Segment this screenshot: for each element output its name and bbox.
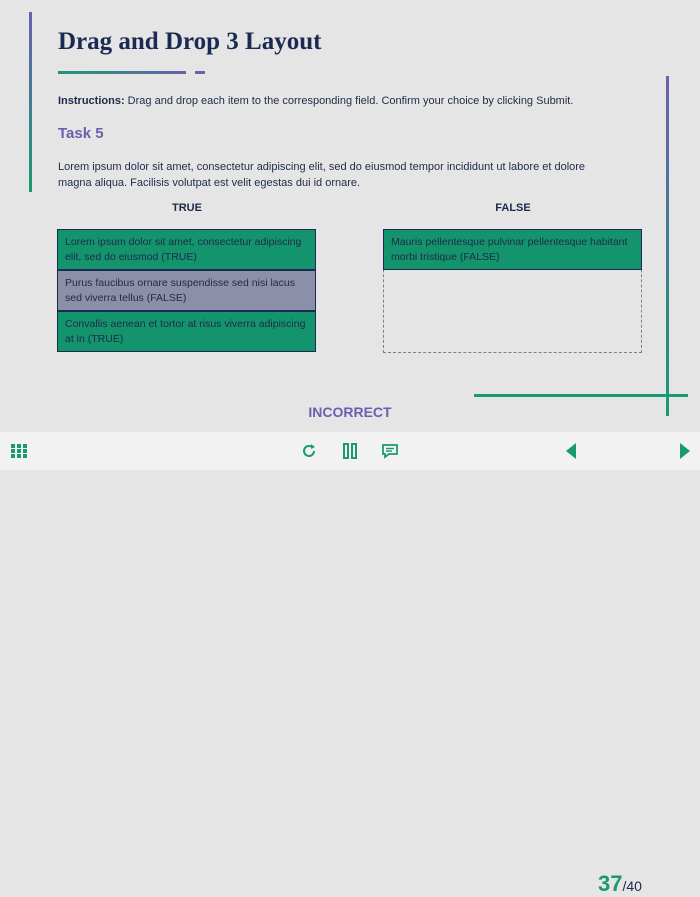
decorative-line [29,12,32,192]
task-description: Lorem ipsum dolor sit amet, consectetur adipiscing elit, sed do eiusmod tempor incididunt ut labore et dolore magna aliqua. Facilisis volutpat est velit egestas dui id ornare. [58,161,586,189]
result-status: INCORRECT [308,404,392,420]
true-column-heading: TRUE [172,202,202,214]
footer-toolbar [0,432,700,896]
instructions [58,95,573,107]
comment-icon[interactable] [379,440,401,462]
task-heading: Task 5 [58,125,104,142]
true-drop-zone[interactable] [57,229,316,353]
title-underline [58,71,186,74]
pause-icon[interactable] [339,440,361,462]
next-icon[interactable] [674,440,696,462]
page-indicator [598,871,642,897]
title-underline-dash [195,71,205,74]
drag-item[interactable]: Mauris pellentesque pulvinar pellentesque habitant morbi tristique (FALSE) [383,229,642,270]
instructions-label: Instructions: [58,95,125,107]
drag-item[interactable]: Convallis aenean et tortor at risus viverra adipiscing at in (TRUE) [57,311,316,352]
prev-icon[interactable] [560,440,582,462]
slide [0,0,700,432]
drag-item[interactable]: Purus faucibus ornare suspendisse sed nisi lacus sed viverra tellus (FALSE) [57,270,316,311]
decorative-line [474,394,688,397]
page-current: 37 [598,871,623,896]
false-drop-zone[interactable] [383,229,642,353]
false-column-heading: FALSE [495,202,531,214]
page-total: /40 [622,878,642,894]
instructions-text: Drag and drop each item to the corresponding field. Confirm your choice by clicking Submit. [124,95,574,107]
drag-item[interactable]: Lorem ipsum dolor sit amet, consectetur adipiscing elit, sed do eiusmod (TRUE) [57,229,316,270]
page-title: Drag and Drop 3 Layout [58,28,322,55]
replay-icon[interactable] [298,440,320,462]
decorative-line [666,76,669,416]
menu-grid-icon[interactable] [8,440,30,462]
